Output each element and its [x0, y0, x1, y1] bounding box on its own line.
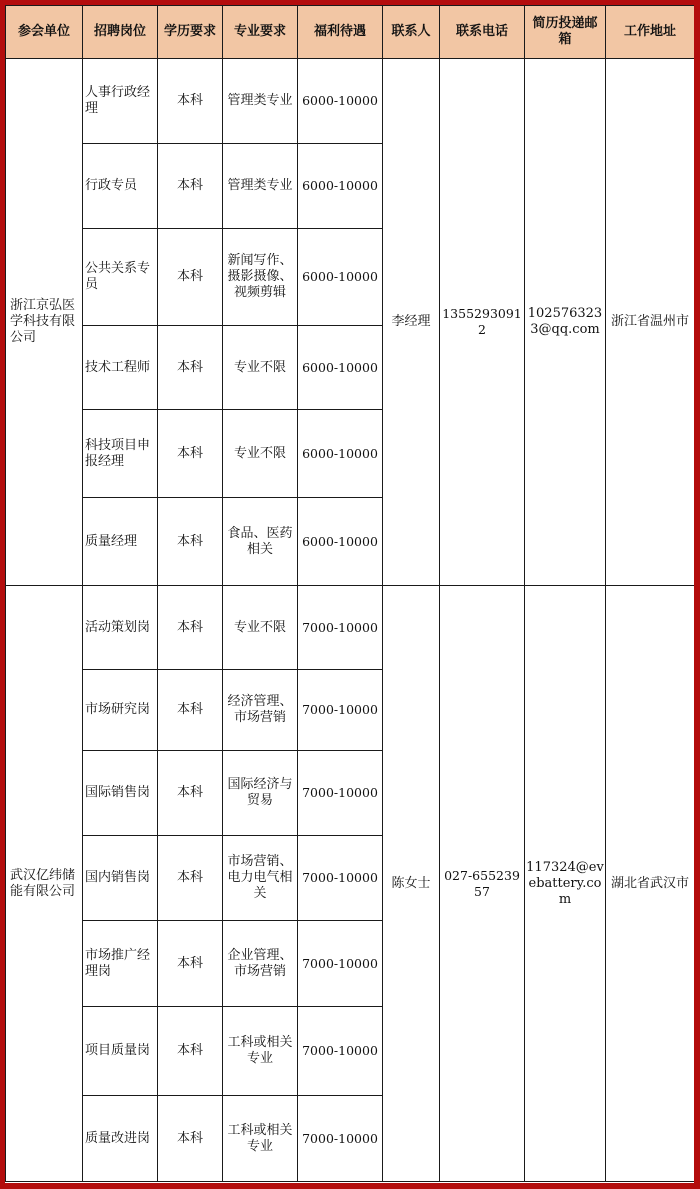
education: 本科 — [158, 670, 223, 751]
position-title: 市场推广经理岗 — [83, 921, 158, 1007]
header-contact: 联系人 — [383, 6, 440, 59]
position-title: 人事行政经理 — [83, 59, 158, 144]
header-address: 工作地址 — [606, 6, 695, 59]
table-row — [6, 59, 695, 144]
salary: 7000-10000 — [298, 586, 383, 670]
company-name: 武汉亿纬储能有限公司 — [6, 586, 83, 1182]
salary: 6000-10000 — [298, 410, 383, 498]
contact-phone: 13552930912 — [440, 59, 525, 586]
major: 专业不限 — [223, 326, 298, 410]
salary: 6000-10000 — [298, 144, 383, 229]
education: 本科 — [158, 1007, 223, 1096]
contact-person: 陈女士 — [383, 586, 440, 1182]
salary: 6000-10000 — [298, 326, 383, 410]
resume-email: 1025763233@qq.com — [525, 59, 606, 586]
position-title: 国内销售岗 — [83, 836, 158, 921]
major: 工科或相关专业 — [223, 1007, 298, 1096]
resume-email: 117324@evebattery.com — [525, 586, 606, 1182]
header-email: 简历投递邮箱 — [525, 6, 606, 59]
position-title: 市场研究岗 — [83, 670, 158, 751]
major: 管理类专业 — [223, 59, 298, 144]
recruitment-table — [5, 5, 694, 1182]
major: 食品、医药相关 — [223, 498, 298, 586]
salary: 6000-10000 — [298, 229, 383, 326]
position-title: 质量经理 — [83, 498, 158, 586]
work-address: 浙江省温州市 — [606, 59, 695, 586]
header-education: 学历要求 — [158, 6, 223, 59]
education: 本科 — [158, 498, 223, 586]
work-address: 湖北省武汉市 — [606, 586, 695, 1182]
education: 本科 — [158, 144, 223, 229]
salary: 6000-10000 — [298, 498, 383, 586]
education: 本科 — [158, 1096, 223, 1182]
header-salary: 福利待遇 — [298, 6, 383, 59]
header-major: 专业要求 — [223, 6, 298, 59]
recruitment-table-frame — [5, 5, 694, 1183]
education: 本科 — [158, 410, 223, 498]
position-title: 技术工程师 — [83, 326, 158, 410]
major: 工科或相关专业 — [223, 1096, 298, 1182]
education: 本科 — [158, 586, 223, 670]
position-title: 质量改进岗 — [83, 1096, 158, 1182]
salary: 7000-10000 — [298, 836, 383, 921]
salary: 7000-10000 — [298, 1007, 383, 1096]
education: 本科 — [158, 921, 223, 1007]
education: 本科 — [158, 229, 223, 326]
salary: 6000-10000 — [298, 59, 383, 144]
education: 本科 — [158, 59, 223, 144]
table-row — [6, 586, 695, 670]
education: 本科 — [158, 326, 223, 410]
position-title: 行政专员 — [83, 144, 158, 229]
major: 经济管理、市场营销 — [223, 670, 298, 751]
header-position: 招聘岗位 — [83, 6, 158, 59]
position-title: 活动策划岗 — [83, 586, 158, 670]
salary: 7000-10000 — [298, 751, 383, 836]
company-name: 浙江京弘医学科技有限公司 — [6, 59, 83, 586]
position-title: 公共关系专员 — [83, 229, 158, 326]
header-phone: 联系电话 — [440, 6, 525, 59]
contact-person: 李经理 — [383, 59, 440, 586]
education: 本科 — [158, 751, 223, 836]
major: 专业不限 — [223, 586, 298, 670]
salary: 7000-10000 — [298, 670, 383, 751]
header-company: 参会单位 — [6, 6, 83, 59]
major: 国际经济与贸易 — [223, 751, 298, 836]
contact-phone: 027-65523957 — [440, 586, 525, 1182]
major: 专业不限 — [223, 410, 298, 498]
header-row — [6, 6, 695, 59]
major: 企业管理、市场营销 — [223, 921, 298, 1007]
position-title: 国际销售岗 — [83, 751, 158, 836]
major: 市场营销、电力电气相关 — [223, 836, 298, 921]
salary: 7000-10000 — [298, 921, 383, 1007]
major: 新闻写作、摄影摄像、视频剪辑 — [223, 229, 298, 326]
position-title: 项目质量岗 — [83, 1007, 158, 1096]
education: 本科 — [158, 836, 223, 921]
salary: 7000-10000 — [298, 1096, 383, 1182]
position-title: 科技项目申报经理 — [83, 410, 158, 498]
major: 管理类专业 — [223, 144, 298, 229]
